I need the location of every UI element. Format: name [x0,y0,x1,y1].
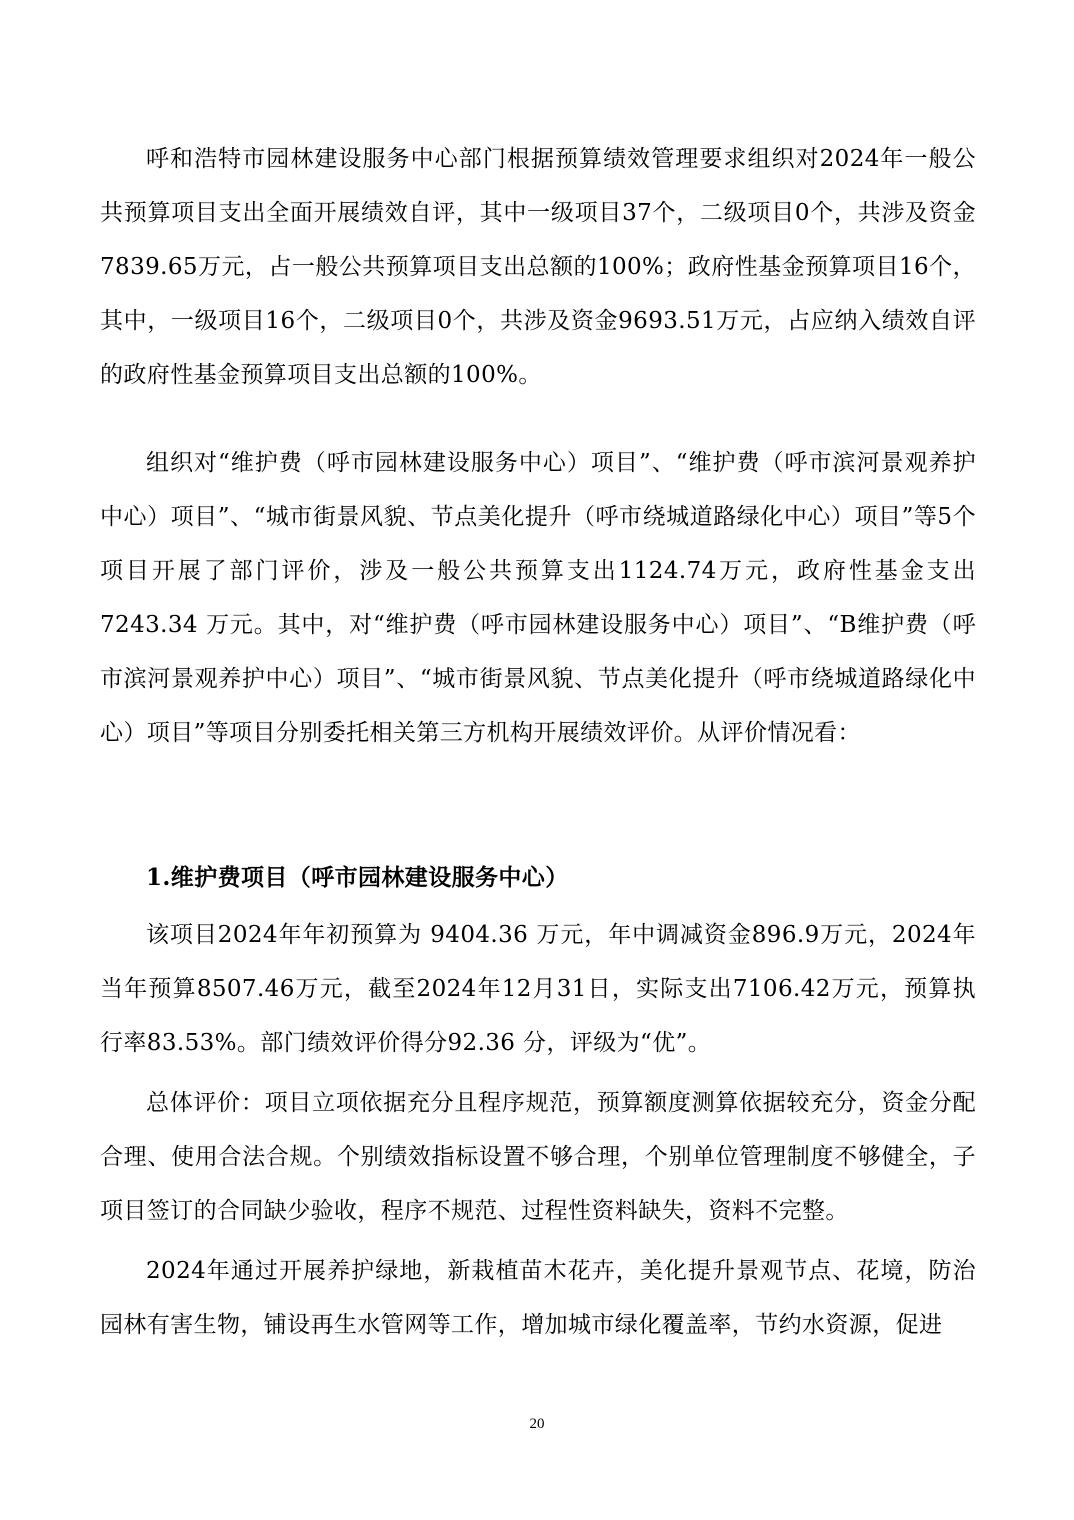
paragraph-project-budget: 该项目2024年年初预算为 9404.36 万元，年中调减资金896.9万元，2024年当年预算8507.46万元，截至2024年12月31日，实际支出7106.42万元，预算执行率83.53%。部门绩效评价得分92.36 分，评级为“优”。 [100,922,976,1056]
paragraph-self-evaluation-overview: 呼和浩特市园林建设服务中心部门根据预算绩效管理要求组织对2024年一般公共预算项目支出全面开展绩效自评，其中一级项目37个，二级项目0个，共涉及资金7839.65万元，占一般公共预算项目支出总额的100%；政府性基金预算项目16个，其中，一级项目16个，二级项目0个，共涉及资金9693.51万元，占应纳入绩效自评的政府性基金预算项目支出总额的100%。 [100,146,976,388]
page-number: 20 [529,1416,545,1432]
paragraph-achievements: 2024年通过开展养护绿地，新栽植苗木花卉，美化提升景观节点、花境，防治园林有害生物，铺设再生水管网等工作，增加城市绿化覆盖率，节约水资源，促进 [100,1258,976,1338]
section-heading: 1.维护费项目（呼市园林建设服务中心） [146,864,569,891]
paragraph-overall-evaluation: 总体评价：项目立项依据充分且程序规范，预算额度测算依据较充分，资金分配合理、使用合法合规。个别绩效指标设置不够合理，个别单位管理制度不够健全，子项目签订的合同缺少验收，程序不规范、过程性资料缺失，资料不完整。 [100,1090,976,1224]
paragraph-department-evaluation: 组织对“维护费（呼市园林建设服务中心）项目”、“维护费（呼市滨河景观养护中心）项目”、“城市街景风貌、节点美化提升（呼市绕城道路绿化中心）项目”等5个项目开展了部门评价，涉及一般公共预算支出1124.74万元，政府性基金支出 7243.34 万元。其中，对“维护费（呼市园林建设服务中心）项目”、“B维护费（呼市滨河景观养护中心）项目”、“城市街景风貌、节点美化提升（呼市绕城道路绿化中心）项目”等项目分别委托相关第三方机构开展绩效评价。从评价情况看： [100,450,976,746]
